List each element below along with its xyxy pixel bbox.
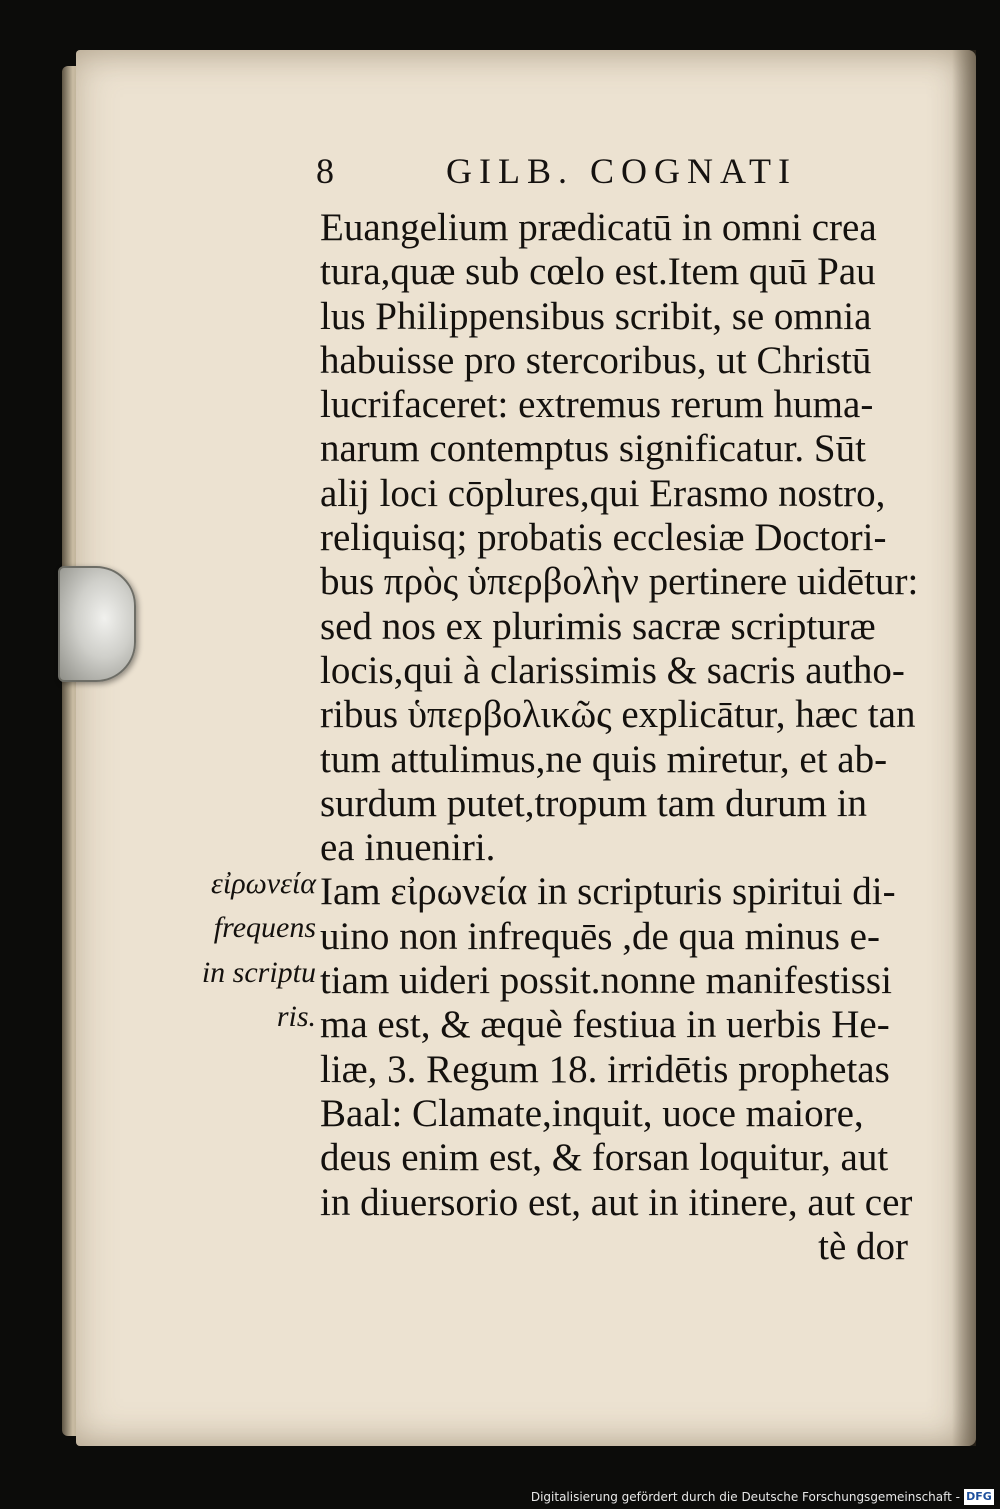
page-header (316, 150, 816, 200)
text-line: uino non infrequēs ,de qua minus e- (320, 914, 880, 958)
text-line: Iam εἰρωνεία in scripturis spiritui di- (320, 870, 896, 914)
page-clip (58, 566, 136, 682)
text-line: deus enim est, & forsan loquitur, aut (320, 1136, 889, 1180)
text-line: alij loci cōplures,qui Erasmo nostro, (320, 471, 886, 515)
text-line: sed nos ex plurimis sacræ scripturæ (320, 604, 876, 648)
text-line: tura,quæ sub cœlo est.Item quū Pau (320, 250, 876, 294)
text-line: ea inueniri. (320, 826, 496, 870)
running-head: GILB. COGNATI (446, 151, 797, 191)
text-line: lus Philippensibus scribit, se omnia (320, 294, 872, 338)
text-line: locis,qui à clarissimis & sacris autho- (320, 648, 905, 692)
text-line: in diuersorio est, aut in itinere, aut cer (320, 1180, 913, 1224)
marginal-note-line: εἰρωνεία (211, 867, 316, 900)
body-text (320, 206, 920, 1269)
marginal-note-line: in scriptu (201, 955, 316, 989)
footer-bar (0, 1487, 1000, 1509)
text-line: reliquisq; probatis ecclesiæ Doctori- (320, 516, 887, 560)
text-line: narum contemptus significatur. Sūt (320, 427, 866, 471)
text-line: Baal: Clamate,inquit, uoce maiore, (320, 1091, 864, 1135)
text-line: liæ, 3. Regum 18. irridētis prophetas (320, 1047, 890, 1091)
text-line: tiam uideri possit.nonne manifestissi (320, 959, 892, 1003)
gutter-shadow (952, 50, 976, 1446)
text-line: tum attulimus,ne quis miretur, et ab- (320, 737, 888, 781)
text-line: lucrifaceret: extremus rerum huma- (320, 383, 874, 427)
text-line: habuisse pro stercoribus, ut Christū (320, 338, 872, 382)
text-line: ma est, & æquè festiua in uerbis He- (320, 1003, 890, 1047)
text-line: bus πρὸς ὑπερβολὴν pertinere uidētur: (320, 560, 919, 604)
text-line: ribus ὑπερβολικῶς explicātur, hæc tan (320, 693, 916, 737)
text-line: surdum putet,tropum tam durum in (320, 781, 868, 825)
text-line: Euangelium prædicatū in omni crea (320, 206, 877, 249)
marginal-note-line: frequens (213, 911, 316, 945)
catchword: tè dor (818, 1224, 908, 1268)
marginal-note (182, 862, 316, 1039)
dfg-logo: DFG (964, 1489, 994, 1505)
page-number: 8 (316, 151, 341, 191)
digitization-credit: Digitalisierung gefördert durch die Deutsche Forschungsgemeinschaft - (530, 1490, 960, 1504)
marginal-note-line: ris. (276, 999, 316, 1033)
